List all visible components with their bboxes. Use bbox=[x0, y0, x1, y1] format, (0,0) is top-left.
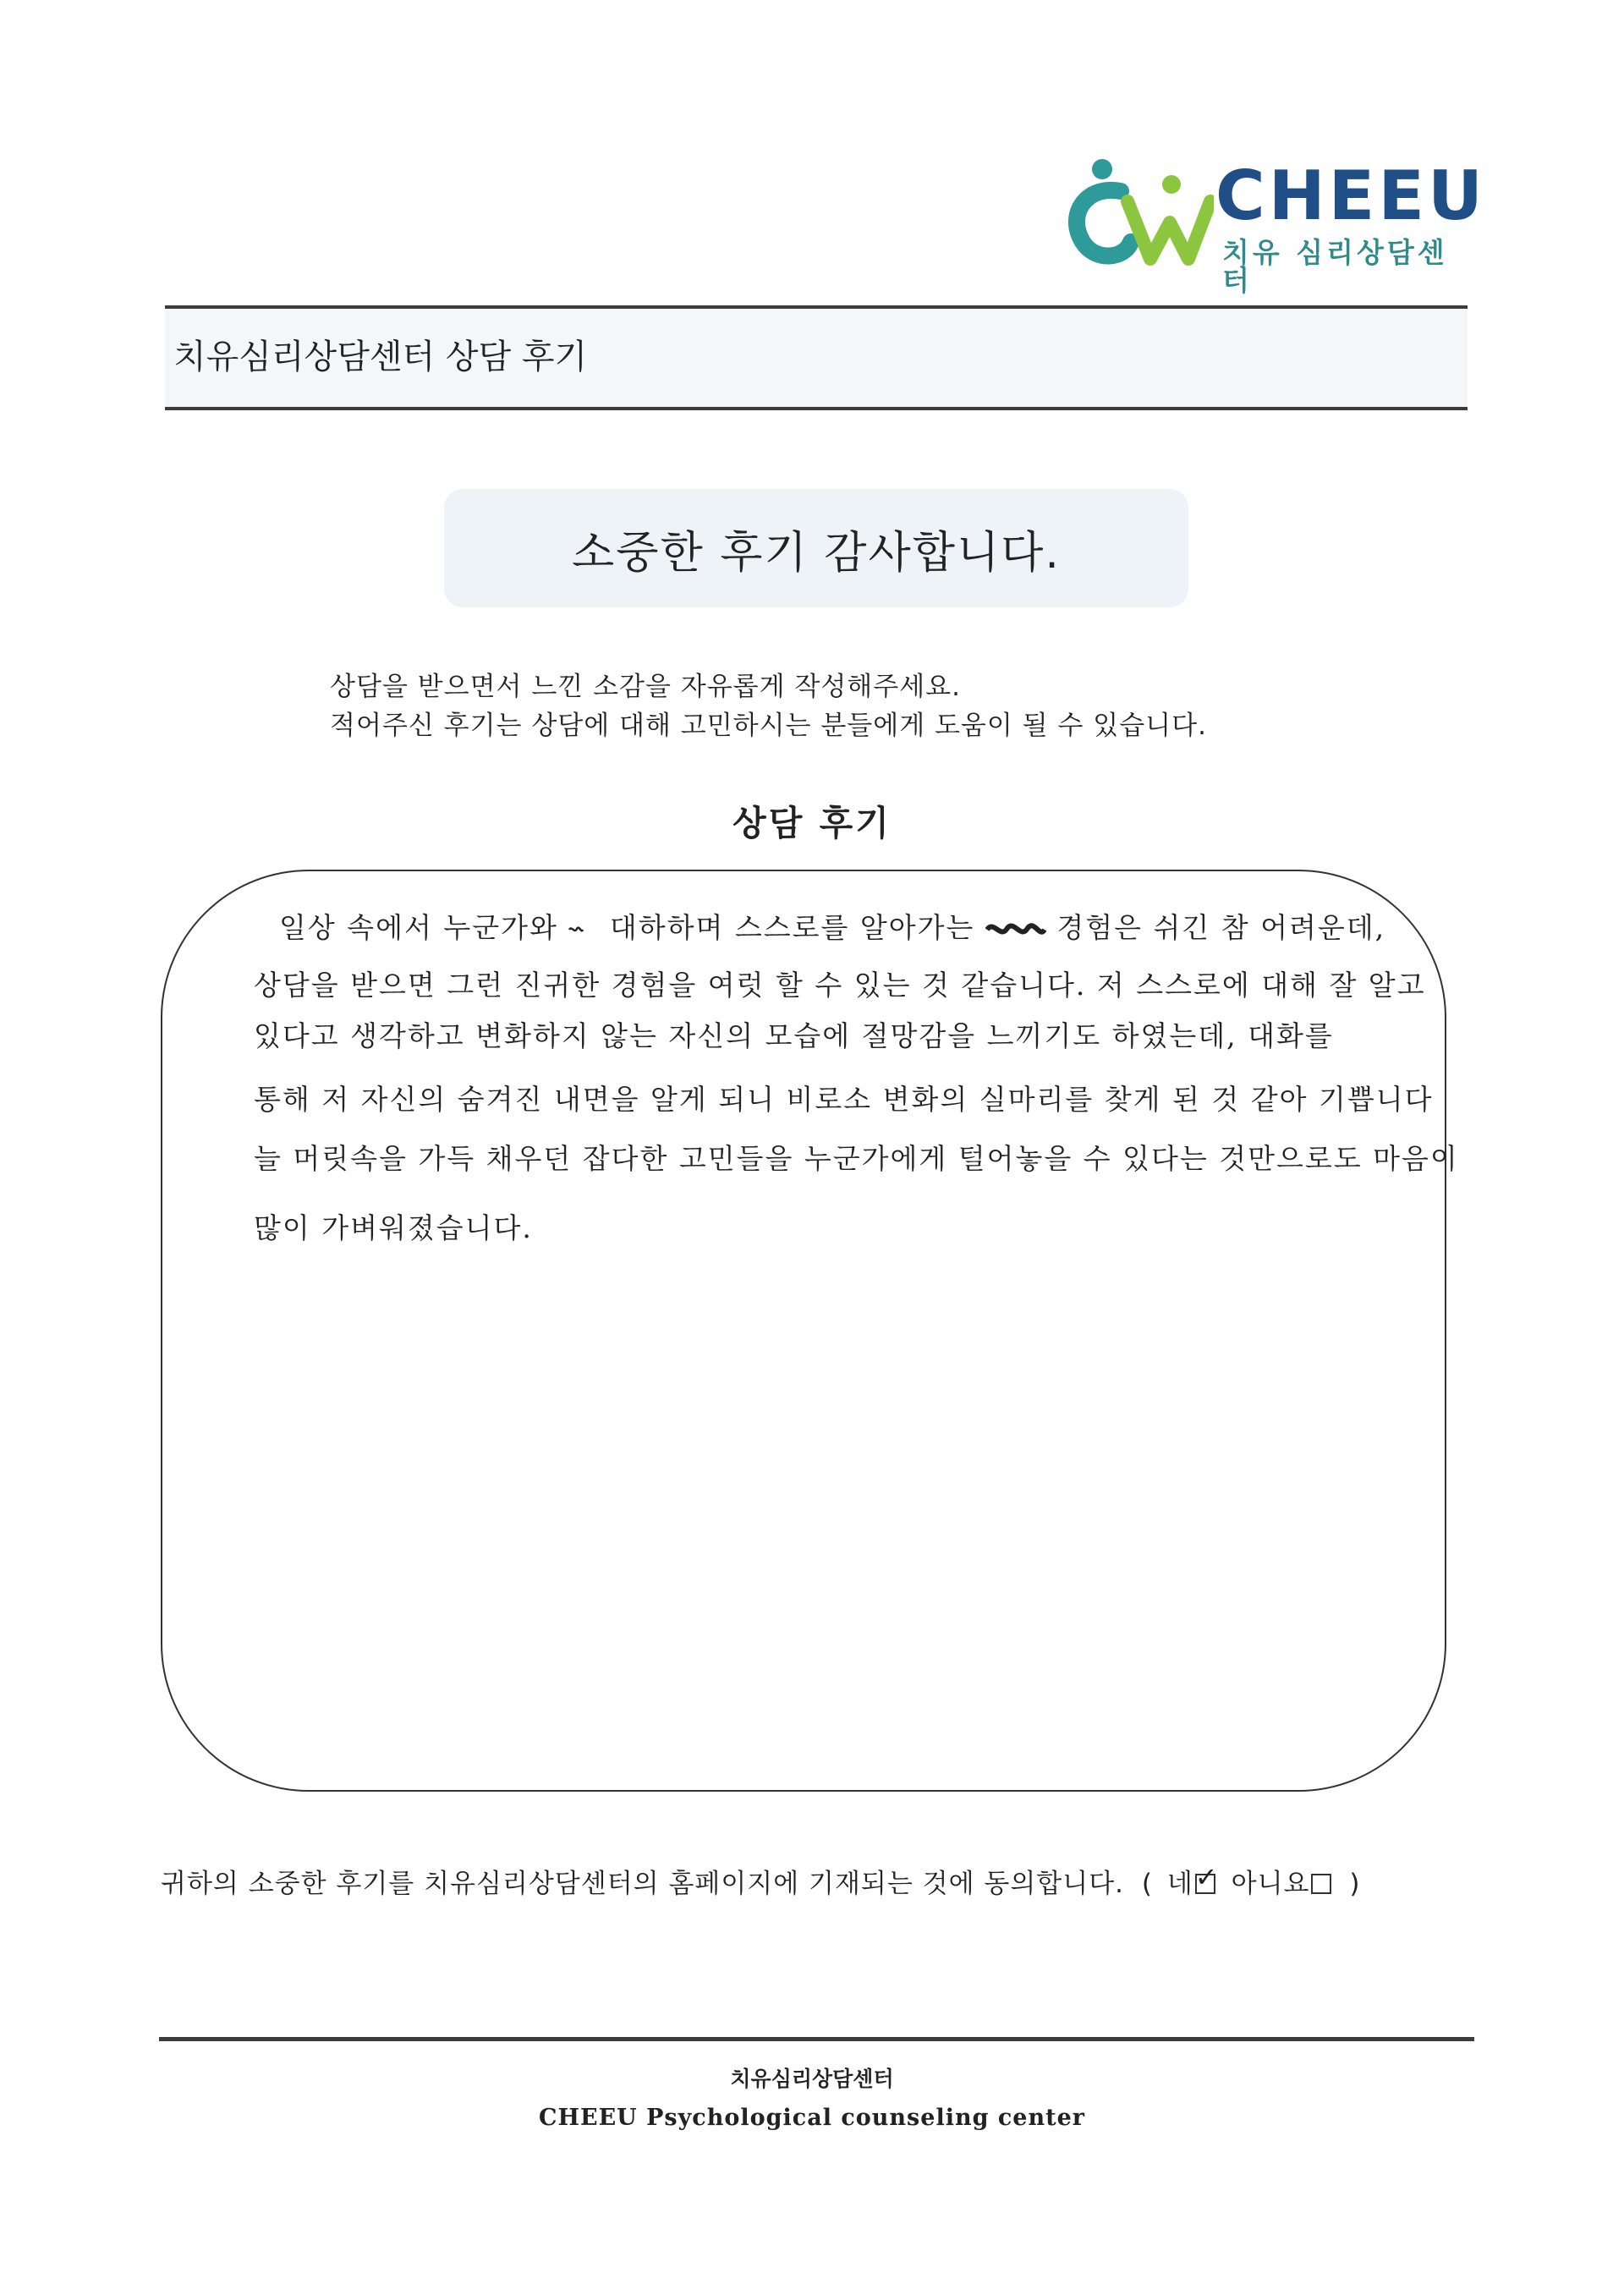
scribble-icon bbox=[568, 920, 599, 940]
consent-row bbox=[161, 1861, 1361, 1901]
consent-no-checkbox[interactable] bbox=[1311, 1874, 1331, 1894]
header-bottom-rule bbox=[165, 407, 1468, 410]
review-line-segment: 일상 속에서 누군가와 bbox=[279, 911, 558, 944]
review-line: 늘 머릿속을 가득 채우던 잡다한 고민들을 누군가에게 털어놓을 수 있다는 것만으로도 마음이 bbox=[254, 1142, 1459, 1175]
review-heading: 상담 후기 bbox=[732, 803, 892, 843]
consent-close-paren: ) bbox=[1349, 1869, 1361, 1899]
consent-no-label: 아니요 bbox=[1231, 1869, 1310, 1899]
review-line-segment: 대하하며 스스로를 알아가는 bbox=[609, 911, 975, 944]
cheeu-logo bbox=[1062, 151, 1486, 297]
scribble-icon bbox=[985, 920, 1046, 940]
footer-rule bbox=[159, 2037, 1474, 2041]
intro-line-1: 상담을 받으면서 느낀 소감을 자유롭게 작성해주세요. bbox=[330, 672, 961, 702]
form-title: 치유심리상담센터 상담 후기 bbox=[173, 338, 588, 376]
cheeu-logo-mark-icon bbox=[1062, 151, 1214, 277]
review-line: 많이 가벼워졌습니다. bbox=[254, 1211, 533, 1244]
checkmark-icon: ✓ bbox=[1194, 1861, 1219, 1893]
review-line bbox=[279, 911, 1385, 945]
consent-statement: 귀하의 소중한 후기를 치유심리상담센터의 홈페이지에 기재되는 것에 동의합니다. bbox=[161, 1869, 1124, 1899]
review-line: 상담을 받으면 그런 진귀한 경험을 여럿 할 수 있는 것 같습니다. 저 스스로에 대해 잘 알고 bbox=[254, 969, 1426, 1002]
intro-line-2: 적어주신 후기는 상담에 대해 고민하시는 분들에게 도움이 될 수 있습니다. bbox=[330, 711, 1207, 741]
logo-subtitle: 치유 심리상담센터 bbox=[1222, 236, 1448, 297]
consent-yes-label: 네 bbox=[1166, 1869, 1193, 1899]
thanks-message: 소중한 후기 감사합니다. bbox=[572, 527, 1061, 579]
consent-open-paren: ( bbox=[1141, 1869, 1153, 1899]
review-text-box bbox=[161, 870, 1446, 1792]
review-line-segment: 경험은 쉬긴 참 어려운데, bbox=[1056, 911, 1386, 944]
footer-center-english-name: CHEEU Psychological counseling center bbox=[538, 2105, 1085, 2131]
review-line: 통해 저 자신의 숨겨진 내면을 알게 되니 비로소 변화의 실마리를 찾게 된 것 같아 기쁩니다 bbox=[254, 1083, 1434, 1116]
logo-wordmark: CHEEU bbox=[1215, 156, 1486, 235]
review-line: 있다고 생각하고 변화하지 않는 자신의 모습에 절망감을 느끼기도 하였는데, 대화를 bbox=[254, 1019, 1334, 1052]
consent-yes-checkbox[interactable] bbox=[1194, 1861, 1219, 1894]
footer-center-name: 치유심리상담센터 bbox=[730, 2067, 894, 2091]
thanks-banner bbox=[444, 489, 1188, 607]
